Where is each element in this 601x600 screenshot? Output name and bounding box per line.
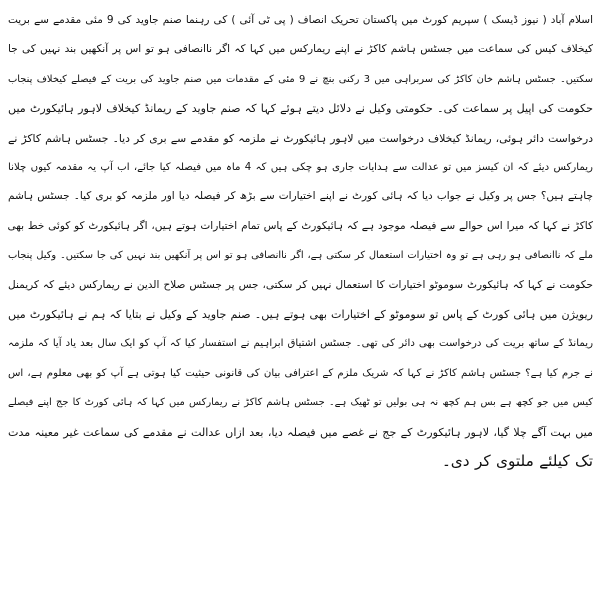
article-line-5: درخواست دائر ہوئی، ریمانڈ کیخلاف درخواست میں لاہور ہائیکورٹ نے ملزمہ کو مقدمے سے بری کر دیا۔ جسٹس ہاشم کاکڑ نے — [8, 131, 593, 145]
article-line-4: حکومت کی اپیل پر سماعت کی۔ حکومتی وکیل نے دلائل دیتے ہوئے کہا کہ صنم جاوید کے ریمانڈ کیخلاف لاہور ہائیکورٹ میں — [8, 102, 593, 116]
article-line-8: کاکڑ نے کہا کہ میرا اس حوالے سے فیصلہ موجود ہے کہ ہائیکورٹ کے پاس تمام اختیارات ہوتے ہیں، اگر ہائیکورٹ کو کوئی خط بھی — [8, 219, 593, 232]
article-line-6: ریمارکس دیئے کہ ان کیسز میں تو عدالت سے ہدایات جاری ہو چکی ہیں کہ 4 ماہ میں فیصلہ کیا جائے، اب آپ یہ مقدمہ کیوں چلانا — [8, 162, 593, 174]
article-line-12: ریمانڈ کے ساتھ بریت کی درخواست بھی دائر کی تھی۔ جسٹس اشتیاق ابراہیم نے استفسار کیا کہ آپ کو ایک سال بعد یاد آیا کہ ملزمہ — [8, 338, 593, 350]
article-line-16: تک کیلئے ملتوی کر دی۔ — [441, 452, 593, 471]
article-line-10: حکومت نے کہا کہ ہائیکورٹ سوموٹو اختیارات کا استعمال نہیں کر سکتی، جس پر جسٹس صلاح الدین نے ریمارکس دیئے کہ کریمنل — [8, 278, 593, 291]
news-article-body — [8, 6, 593, 594]
article-line-15: میں بہت آگے چلا گیا، لاہور ہائیکورٹ کے جج نے غصے میں فیصلہ دیا، بعد ازاں عدالت نے مقدمے کی سماعت غیر معینہ مدت — [8, 425, 593, 439]
article-line-2: کیخلاف کیس کی سماعت میں جسٹس ہاشم کاکڑ نے اپنے ریمارکس میں کہا کہ اگر ناانصافی ہو تو اس پر آنکھیں بند نہیں کی جا — [8, 43, 593, 56]
article-line-11: ریویژن میں ہائی کورٹ کے پاس تو سوموٹو کے اختیارات بھی ہوتے ہیں۔ صنم جاوید کے وکیل نے بتایا کہ ہم نے ہائیکورٹ میں — [8, 308, 593, 322]
article-line-9: ملے کہ ناانصافی ہو رہی ہے تو وہ اختیارات استعمال کر سکتی ہے، اگر ناانصافی ہو تو اس پر آنکھیں بند نہیں کی جا سکتیں۔ وکیل پنجاب — [8, 250, 593, 262]
article-line-14: کیس میں جو کچھ ہے بس ہم کچھ نہ ہی بولیں تو ٹھیک ہے۔ جسٹس ہاشم کاکڑ نے ریمارکس میں کہا کہ ہائی کورٹ کا جج اپنے فیصلے — [8, 397, 593, 409]
article-line-7: چاہتے ہیں؟ جس پر وکیل نے جواب دیا کہ ہائی کورٹ نے اپنے اختیارات سے بڑھ کر فیصلہ دیا اور ملزمہ کو بری کیا۔ جسٹس ہاشم — [8, 190, 593, 203]
article-line-13: نے جرم کیا ہے؟ جسٹس ہاشم کاکڑ نے کہا کہ شریک ملزم کے اعترافی بیان کی قانونی حیثیت کیا ہوتی ہے آپ کو بھی معلوم ہے، اس — [8, 367, 593, 379]
article-line-3: سکتیں۔ جسٹس ہاشم خان کاکڑ کی سربراہی میں 3 رکنی بنچ نے 9 مئی کے مقدمات میں صنم جاوید کی بریت کے فیصلے کیخلاف پنجاب — [8, 73, 593, 85]
article-line-1: اسلام آباد ( نیوز ڈیسک ) سپریم کورٹ میں پاکستان تحریک انصاف ( پی ٹی آئی ) کی رہنما صنم جاوید کی 9 مئی مقدمے سے بریت — [8, 14, 593, 26]
